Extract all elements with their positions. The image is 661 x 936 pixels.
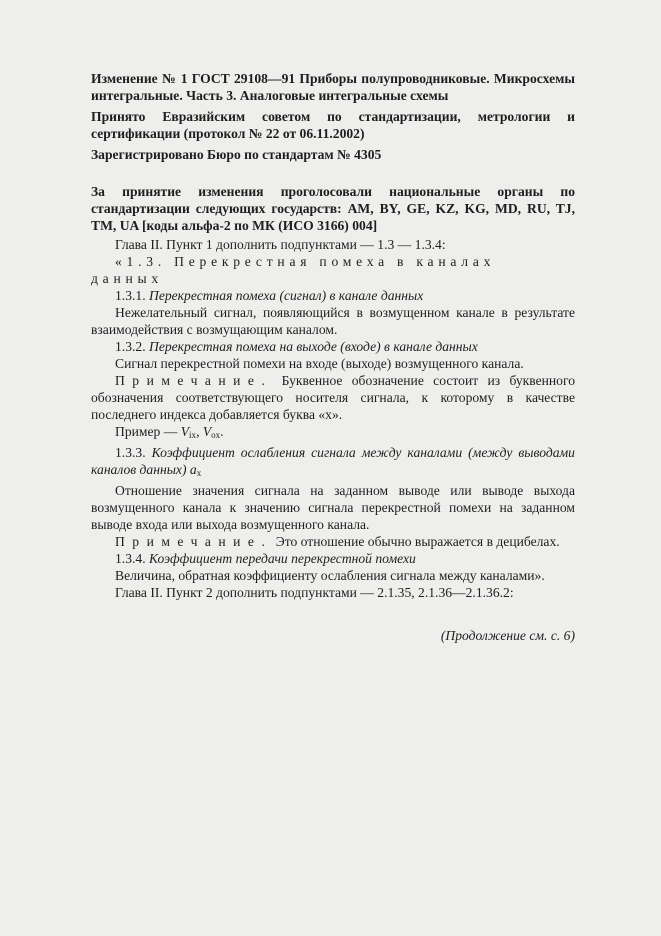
note-text: Буквенное обозначение состоит из буквенного обозначения соответствующего носителя сигнала, к которому в качестве последнего индекса добавляется буква «х». (91, 373, 575, 422)
section-number: 1.3.4. (115, 551, 146, 566)
section-number: 1.3.1. (115, 288, 146, 303)
subscript: ix (189, 430, 197, 440)
term: Перекрестная помеха на выходе (входе) в канале данных (149, 339, 478, 354)
section-1-3-1-definition: Нежелательный сигнал, появляющийся в возмущенном канале в результате взаимодействия с возмущающим каналом. (91, 305, 575, 337)
symbol: a (189, 462, 197, 477)
term: Коэффициент ослабления сигнала между каналами (между выводами каналов данных) (91, 445, 575, 477)
term: Коэффициент передачи перекрестной помехи (149, 551, 416, 566)
adoption-note: Принято Евразийским советом по стандартизации, метрологии и сертификации (протокол № 22 от 06.11.2002) (91, 109, 575, 141)
subscript: x (196, 468, 202, 478)
section-1-3-3 (91, 444, 575, 482)
section-1-3-1 (91, 287, 575, 304)
chapter-1-intro: Глава II. Пункт 1 дополнить подпунктами — 1.3 — 1.3.4: (115, 237, 446, 252)
note-text: Это отношение обычно выражается в децибелах. (275, 534, 560, 549)
registration-note: Зарегистрировано Бюро по стандартам № 4305 (91, 147, 382, 162)
section-1-3-2 (91, 338, 575, 355)
note-1 (91, 372, 575, 423)
symbol: V (202, 424, 212, 439)
symbol: V (180, 424, 190, 439)
note-label: Примечание. (115, 373, 273, 388)
amendment-title: Изменение № 1 ГОСТ 29108—91 Приборы полупроводниковые. Микросхемы интегральные. Часть 3. Аналоговые интегральные схемы (91, 71, 575, 103)
section-number: 1.3.3. (115, 445, 146, 460)
section-number: 1.3.2. (115, 339, 146, 354)
term: Перекрестная помеха (сигнал) в канале данных (149, 288, 424, 303)
section-1-3-title: «1.3. Перекрестная помеха в каналах данных (91, 254, 496, 286)
example: Пример — $V_{ix}$, $V_{ox}$. (115, 424, 224, 440)
chapter-2-intro: Глава II. Пункт 2 дополнить подпунктами — 2.1.35, 2.1.36—2.1.36.2: (115, 585, 514, 600)
note-label: Примечание. (115, 534, 273, 549)
document-body (91, 70, 575, 601)
example-label: Пример — (115, 424, 178, 439)
section-1-3-4 (91, 550, 575, 567)
section-1-3-2-definition: Сигнал перекрестной помехи на входе (выходе) возмущенного канала. (115, 356, 524, 371)
note-2 (91, 533, 575, 550)
voting-paragraph: За принятие изменения проголосовали национальные органы по стандартизации следующих государств: AM, BY, GE, KZ, KG, MD, RU, TJ, TM, UA [коды альфа-2 по МК (ИСО 3166) 004] (91, 184, 575, 233)
continuation-note: (Продолжение см. с. 6) (440, 628, 575, 643)
section-1-3-3-definition: Отношение значения сигнала на заданном выводе или выводе выхода возмущенного канала к значению сигнала перекрестной помехи на заданном выводе входа или выхода возмущенного канала. (91, 483, 575, 532)
subscript: ox (211, 430, 221, 440)
section-1-3-4-definition: Величина, обратная коэффициенту ослабления сигнала между каналами». (115, 568, 545, 583)
